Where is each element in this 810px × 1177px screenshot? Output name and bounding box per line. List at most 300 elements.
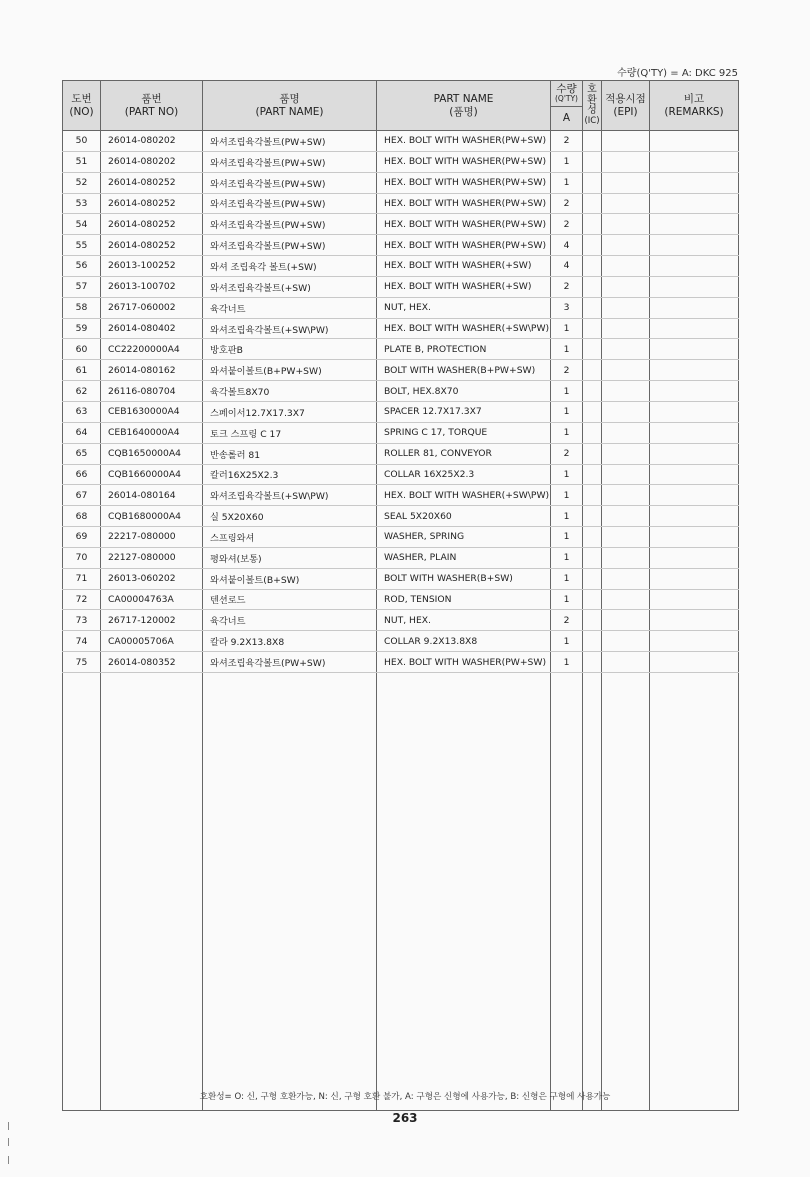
row-epi (602, 547, 650, 568)
row-qty: 4 (551, 256, 583, 277)
row-no (63, 852, 101, 872)
table-row (63, 214, 739, 235)
row-ic (583, 931, 602, 951)
row-part-name-ko (203, 911, 377, 931)
row-no: 69 (63, 527, 101, 548)
row-part-no (101, 990, 203, 1010)
row-part-name-ko: 와셔 조립육각 볼트(+SW) (203, 256, 377, 277)
row-remarks (650, 506, 739, 527)
row-ic (583, 464, 602, 485)
row-remarks (650, 971, 739, 991)
row-part-name-ko: 와셔조립육각볼트(PW+SW) (203, 172, 377, 193)
row-part-no: 26013-100702 (101, 276, 203, 297)
row-part-no (101, 832, 203, 852)
col-header-qty-a: A (551, 107, 583, 131)
row-part-name-ko: 와셔조립육각볼트(+SW) (203, 276, 377, 297)
row-part-name-ko: 와셔조립육각볼트(PW+SW) (203, 214, 377, 235)
col-header-part-no (101, 81, 203, 131)
row-part-name-en (377, 752, 551, 772)
row-epi (602, 360, 650, 381)
row-epi (602, 193, 650, 214)
table-row (63, 652, 739, 673)
row-part-name-en (377, 672, 551, 692)
table-row (63, 713, 739, 733)
row-part-name-ko: 스프링와셔 (203, 527, 377, 548)
row-part-name-ko (203, 931, 377, 951)
row-ic (583, 752, 602, 772)
col-header-part-name-en: (PART NAME) (255, 105, 324, 118)
row-qty: 1 (551, 318, 583, 339)
row-part-name-ko: 육각너트 (203, 610, 377, 631)
row-epi (602, 131, 650, 152)
row-no: 57 (63, 276, 101, 297)
row-ic (583, 990, 602, 1010)
row-no: 65 (63, 443, 101, 464)
row-part-no: CA00004763A (101, 589, 203, 610)
row-remarks (650, 276, 739, 297)
row-qty: 3 (551, 297, 583, 318)
row-qty: 1 (551, 485, 583, 506)
row-ic (583, 443, 602, 464)
row-part-name-ko (203, 732, 377, 752)
row-qty (551, 812, 583, 832)
row-no (63, 772, 101, 792)
row-ic (583, 339, 602, 360)
row-part-no: 26014-080402 (101, 318, 203, 339)
row-ic (583, 485, 602, 506)
row-epi (602, 151, 650, 172)
row-part-no: CEB1640000A4 (101, 422, 203, 443)
row-part-no: 22217-080000 (101, 527, 203, 548)
row-ic (583, 693, 602, 713)
row-part-name-en (377, 990, 551, 1010)
row-qty: 1 (551, 568, 583, 589)
page-number: 263 (392, 1111, 418, 1125)
row-epi (602, 1070, 650, 1090)
row-part-no: CQB1660000A4 (101, 464, 203, 485)
row-part-no: 26717-120002 (101, 610, 203, 631)
row-no: 53 (63, 193, 101, 214)
row-remarks (650, 1010, 739, 1030)
row-epi (602, 172, 650, 193)
edge-mark (8, 1156, 9, 1164)
row-part-no (101, 971, 203, 991)
row-qty: 2 (551, 360, 583, 381)
row-qty (551, 792, 583, 812)
table-row (63, 547, 739, 568)
row-qty (551, 891, 583, 911)
row-epi (602, 713, 650, 733)
row-part-no (101, 871, 203, 891)
row-qty (551, 1010, 583, 1030)
row-part-name-ko (203, 832, 377, 852)
row-part-name-ko (203, 1010, 377, 1030)
row-part-name-ko: 와셔조립육각볼트(PW+SW) (203, 652, 377, 673)
row-qty: 1 (551, 339, 583, 360)
row-part-no: CEB1630000A4 (101, 401, 203, 422)
row-no (63, 1050, 101, 1070)
row-no (63, 951, 101, 971)
col-header-qty-ko: 수량 (556, 83, 577, 96)
row-part-name-ko: 텐션로드 (203, 589, 377, 610)
row-part-name-ko (203, 951, 377, 971)
row-no (63, 1070, 101, 1090)
row-part-name-ko (203, 971, 377, 991)
row-qty (551, 852, 583, 872)
row-remarks (650, 713, 739, 733)
row-qty: 1 (551, 422, 583, 443)
row-epi (602, 401, 650, 422)
row-part-name-ko: 반송롤러 81 (203, 443, 377, 464)
row-qty: 2 (551, 443, 583, 464)
row-ic (583, 672, 602, 692)
row-remarks (650, 832, 739, 852)
row-part-no: 26014-080252 (101, 235, 203, 256)
row-remarks (650, 401, 739, 422)
row-remarks (650, 652, 739, 673)
row-ic (583, 812, 602, 832)
row-qty (551, 772, 583, 792)
row-qty (551, 871, 583, 891)
row-remarks (650, 1070, 739, 1090)
table-row (63, 931, 739, 951)
table-row (63, 506, 739, 527)
row-part-name-ko: 와셔조립육각볼트(+SW\PW) (203, 485, 377, 506)
row-remarks (650, 589, 739, 610)
row-part-no (101, 732, 203, 752)
col-header-qty-en: (Q'TY) (555, 94, 578, 104)
row-part-no (101, 672, 203, 692)
row-no: 61 (63, 360, 101, 381)
row-remarks (650, 318, 739, 339)
row-epi (602, 852, 650, 872)
row-part-name-en (377, 1010, 551, 1030)
row-remarks (650, 631, 739, 652)
row-no: 75 (63, 652, 101, 673)
row-remarks (650, 527, 739, 548)
row-part-name-en: HEX. BOLT WITH WASHER(PW+SW) (377, 151, 551, 172)
row-epi (602, 297, 650, 318)
row-part-name-en (377, 713, 551, 733)
row-remarks (650, 911, 739, 931)
row-epi (602, 871, 650, 891)
table-row (63, 732, 739, 752)
row-remarks (650, 990, 739, 1010)
row-remarks (650, 172, 739, 193)
row-qty: 2 (551, 276, 583, 297)
row-epi (602, 1050, 650, 1070)
row-remarks (650, 610, 739, 631)
row-part-name-en: HEX. BOLT WITH WASHER(+SW) (377, 276, 551, 297)
row-part-name-en: BOLT WITH WASHER(B+SW) (377, 568, 551, 589)
table-row (63, 235, 739, 256)
table-row (63, 318, 739, 339)
row-part-no (101, 1010, 203, 1030)
table-body (63, 131, 739, 1111)
row-part-name-en: NUT, HEX. (377, 297, 551, 318)
row-part-name-en: HEX. BOLT WITH WASHER(PW+SW) (377, 193, 551, 214)
table-row (63, 1070, 739, 1090)
row-part-name-ko (203, 672, 377, 692)
row-epi (602, 911, 650, 931)
col-header-english-name-en: PART NAME (433, 93, 494, 106)
row-ic (583, 951, 602, 971)
row-ic (583, 732, 602, 752)
row-no (63, 971, 101, 991)
table-row (63, 401, 739, 422)
row-part-name-en (377, 951, 551, 971)
row-part-no (101, 772, 203, 792)
table-row (63, 672, 739, 692)
col-header-part-no-en: (PART NO) (124, 105, 179, 118)
row-remarks (650, 672, 739, 692)
row-part-name-ko: 와셔조립육각볼트(PW+SW) (203, 235, 377, 256)
row-remarks (650, 792, 739, 812)
col-header-ic-en: (IC) (584, 115, 600, 126)
row-ic (583, 172, 602, 193)
row-ic (583, 1010, 602, 1030)
row-part-name-en (377, 1030, 551, 1050)
row-remarks (650, 339, 739, 360)
row-part-name-en (377, 1050, 551, 1070)
table-row (63, 772, 739, 792)
row-no: 64 (63, 422, 101, 443)
row-qty (551, 990, 583, 1010)
row-part-name-ko: 와셔붙이볼트(B+PW+SW) (203, 360, 377, 381)
row-part-no (101, 752, 203, 772)
row-part-name-en: HEX. BOLT WITH WASHER(PW+SW) (377, 172, 551, 193)
row-qty: 2 (551, 193, 583, 214)
row-epi (602, 318, 650, 339)
row-part-no (101, 951, 203, 971)
row-part-name-en (377, 693, 551, 713)
row-epi (602, 443, 650, 464)
row-no: 66 (63, 464, 101, 485)
row-epi (602, 672, 650, 692)
row-remarks (650, 752, 739, 772)
table-row (63, 610, 739, 631)
row-part-name-ko: 육각너트 (203, 297, 377, 318)
row-no (63, 1030, 101, 1050)
row-part-no: CQB1650000A4 (101, 443, 203, 464)
row-ic (583, 772, 602, 792)
row-part-name-en: ROD, TENSION (377, 589, 551, 610)
row-qty: 2 (551, 131, 583, 152)
row-qty: 4 (551, 235, 583, 256)
row-no: 58 (63, 297, 101, 318)
row-remarks (650, 485, 739, 506)
row-remarks (650, 693, 739, 713)
row-ic (583, 610, 602, 631)
row-ic (583, 792, 602, 812)
row-no: 73 (63, 610, 101, 631)
row-part-name-en: HEX. BOLT WITH WASHER(PW+SW) (377, 235, 551, 256)
row-remarks (650, 1050, 739, 1070)
row-remarks (650, 547, 739, 568)
table-row (63, 951, 739, 971)
col-header-english-name-ko: (품명) (449, 105, 478, 118)
edge-mark (8, 1122, 9, 1130)
table-row (63, 443, 739, 464)
col-header-part-name-ko: 품명 (279, 93, 300, 106)
row-ic (583, 589, 602, 610)
table-row (63, 172, 739, 193)
row-part-name-en (377, 772, 551, 792)
row-qty: 1 (551, 172, 583, 193)
row-part-no (101, 812, 203, 832)
table-row (63, 871, 739, 891)
row-remarks (650, 931, 739, 951)
row-part-no: 26014-080252 (101, 214, 203, 235)
row-epi (602, 214, 650, 235)
table-row (63, 131, 739, 152)
row-part-name-en: HEX. BOLT WITH WASHER(PW+SW) (377, 131, 551, 152)
table-row (63, 193, 739, 214)
row-epi (602, 276, 650, 297)
row-part-name-ko: 평와셔(보통) (203, 547, 377, 568)
row-part-name-en: SPRING C 17, TORQUE (377, 422, 551, 443)
row-ic (583, 235, 602, 256)
row-remarks (650, 568, 739, 589)
row-no (63, 871, 101, 891)
row-no (63, 672, 101, 692)
row-part-name-en: NUT, HEX. (377, 610, 551, 631)
table-row (63, 464, 739, 485)
row-qty: 1 (551, 589, 583, 610)
row-part-no: 26014-080252 (101, 172, 203, 193)
row-epi (602, 792, 650, 812)
row-qty: 1 (551, 506, 583, 527)
row-part-name-ko: 방호판B (203, 339, 377, 360)
row-ic (583, 1030, 602, 1050)
row-part-name-en: BOLT WITH WASHER(B+PW+SW) (377, 360, 551, 381)
row-ic (583, 871, 602, 891)
row-part-name-ko (203, 891, 377, 911)
row-ic (583, 506, 602, 527)
row-ic (583, 971, 602, 991)
row-epi (602, 990, 650, 1010)
row-no: 52 (63, 172, 101, 193)
row-part-name-en: SEAL 5X20X60 (377, 506, 551, 527)
row-epi (602, 812, 650, 832)
col-header-part-no-ko: 품번 (141, 93, 162, 106)
table-row (63, 911, 739, 931)
row-qty (551, 971, 583, 991)
row-no (63, 752, 101, 772)
table-row (63, 1010, 739, 1030)
row-part-name-ko (203, 772, 377, 792)
row-remarks (650, 297, 739, 318)
row-ic (583, 832, 602, 852)
table-row (63, 151, 739, 172)
row-no: 59 (63, 318, 101, 339)
row-no (63, 891, 101, 911)
row-remarks (650, 131, 739, 152)
row-part-no: 26014-080352 (101, 652, 203, 673)
row-qty (551, 693, 583, 713)
row-epi (602, 951, 650, 971)
row-ic (583, 852, 602, 872)
row-ic (583, 652, 602, 673)
row-ic (583, 214, 602, 235)
row-part-no: 22127-080000 (101, 547, 203, 568)
row-qty (551, 951, 583, 971)
row-ic (583, 297, 602, 318)
row-no: 60 (63, 339, 101, 360)
row-part-no (101, 792, 203, 812)
col-header-remarks (650, 81, 739, 131)
row-part-no: 26014-080252 (101, 193, 203, 214)
row-part-name-en (377, 1070, 551, 1090)
row-ic (583, 547, 602, 568)
row-remarks (650, 891, 739, 911)
row-no (63, 732, 101, 752)
row-epi (602, 652, 650, 673)
parts-table (62, 80, 739, 1111)
row-part-name-en (377, 931, 551, 951)
row-epi (602, 527, 650, 548)
row-qty (551, 1030, 583, 1050)
table-row (63, 752, 739, 772)
table-row (63, 891, 739, 911)
row-remarks (650, 1030, 739, 1050)
row-no (63, 832, 101, 852)
row-remarks (650, 871, 739, 891)
row-part-name-ko: 와셔조립육각볼트(PW+SW) (203, 131, 377, 152)
row-qty: 1 (551, 401, 583, 422)
row-part-name-ko: 토크 스프링 C 17 (203, 422, 377, 443)
row-part-name-en: ROLLER 81, CONVEYOR (377, 443, 551, 464)
row-remarks (650, 235, 739, 256)
row-no (63, 693, 101, 713)
row-ic (583, 256, 602, 277)
row-ic (583, 422, 602, 443)
row-part-name-en: HEX. BOLT WITH WASHER(PW+SW) (377, 214, 551, 235)
table-row (63, 852, 739, 872)
row-part-name-en: HEX. BOLT WITH WASHER(PW+SW) (377, 652, 551, 673)
row-no: 74 (63, 631, 101, 652)
row-no: 72 (63, 589, 101, 610)
row-no: 55 (63, 235, 101, 256)
row-part-name-en: WASHER, SPRING (377, 527, 551, 548)
row-part-no (101, 693, 203, 713)
row-part-name-ko (203, 990, 377, 1010)
row-epi (602, 464, 650, 485)
row-no (63, 792, 101, 812)
col-header-no (63, 81, 101, 131)
row-part-name-ko (203, 1030, 377, 1050)
col-header-epi (602, 81, 650, 131)
row-epi (602, 235, 650, 256)
row-part-no: 26014-080162 (101, 360, 203, 381)
table-row (63, 485, 739, 506)
row-epi (602, 891, 650, 911)
row-qty (551, 672, 583, 692)
row-epi (602, 422, 650, 443)
row-part-name-ko (203, 1070, 377, 1090)
table-row (63, 360, 739, 381)
row-part-name-ko: 와셔조립육각볼트(+SW\PW) (203, 318, 377, 339)
row-part-no: 26013-060202 (101, 568, 203, 589)
row-part-name-ko (203, 693, 377, 713)
row-epi (602, 339, 650, 360)
row-part-name-ko: 와셔조립육각볼트(PW+SW) (203, 151, 377, 172)
row-part-no (101, 1070, 203, 1090)
table-row (63, 568, 739, 589)
row-part-name-ko (203, 812, 377, 832)
row-qty: 1 (551, 631, 583, 652)
row-part-name-en (377, 871, 551, 891)
